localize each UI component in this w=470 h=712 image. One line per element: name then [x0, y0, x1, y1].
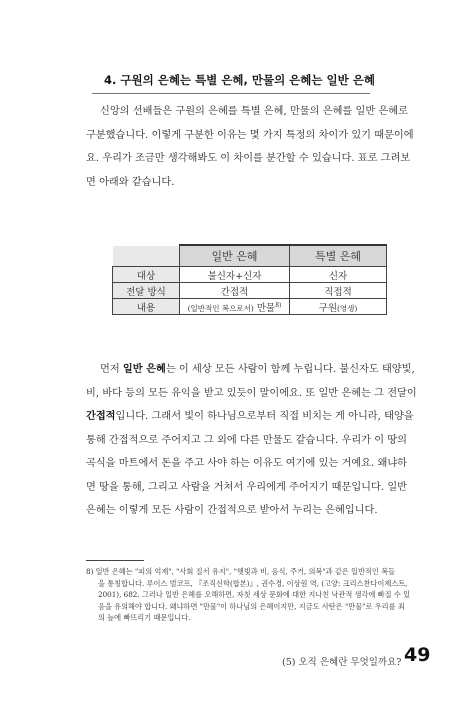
- grace-comparison-table: [112, 244, 387, 315]
- section-heading: 4. 구원의 은혜는 특별 은혜, 만물의 은혜는 일반 은혜: [104, 73, 375, 87]
- table-row: [113, 283, 387, 299]
- text-line: 요. 우리가 조금만 생각해봐도 이 차이를 분간할 수 있습니다. 표로 그려보: [86, 153, 411, 164]
- cell-value: 구원: [318, 302, 337, 314]
- table-row: [113, 267, 387, 283]
- footnote-line: 음을 유의해야 합니다. 왜냐하면 "만물"이 하나님의 은혜이지만, 지금도 사탄은 "만물"로 우리를 죄: [98, 601, 405, 611]
- text-line: 면 아래와 같습니다.: [86, 176, 175, 188]
- footnote-divider: [86, 560, 144, 561]
- row-label: 전달 방식: [113, 283, 180, 299]
- footnote-line: 2001), 682. 그러나 일반 은혜를 오해하면, 자칫 세상 문화에 대한 지나친 낙관적 생각에 빠질 수 있: [98, 590, 411, 599]
- text-span: 입니다. 그래서 빛이 하나님으로부터 직접 비치는 게 아니라, 태양을: [115, 411, 414, 422]
- table-header-row: [113, 245, 387, 267]
- paragraph-general-grace: [86, 358, 426, 523]
- page-number: 49: [404, 644, 431, 666]
- table-cell: 신자: [290, 267, 387, 283]
- text-span: 는 이 세상 모든 사람이 함께 누립니다. 불신자도 태양빛,: [165, 364, 415, 375]
- column-header-special: 특별 은혜: [290, 245, 387, 267]
- text-line: 비, 바다 등의 모든 유익을 받고 있듯이 말이에요. 또 일반 은혜는 그 전달이: [86, 387, 417, 399]
- row-label: 내용: [113, 299, 180, 315]
- footnote-ref: 8): [275, 301, 282, 309]
- paragraph-intro: [86, 100, 426, 194]
- heading-underline: [92, 93, 370, 94]
- text-line: 은혜는 이렇게 모든 사람이 간접적으로 받아서 누리는 은혜입니다.: [86, 505, 378, 516]
- text-line: [86, 358, 426, 382]
- text-span: 먼저: [100, 364, 123, 375]
- cell-value: 만물: [256, 302, 276, 314]
- footnote-line: 8) 일반 은혜는 "피의 억제", "사회 질서 유지", "햇빛과 비, 음식, 주거, 의복"과 같은 일반적인 복들: [86, 567, 395, 576]
- highlight-term: 일반 은혜: [122, 364, 166, 375]
- cell-note: (영생): [337, 303, 358, 313]
- text-line: 면 땅을 통해, 그리고 사람을 거쳐서 우리에게 주어지기 때문입니다. 일반: [86, 481, 408, 493]
- table-cell: 직접적: [290, 283, 387, 299]
- footnote: [86, 566, 428, 624]
- highlight-term: 간접적: [86, 411, 116, 422]
- text-line: 곡식을 마트에서 돈을 주고 사야 하는 이유도 여기에 있는 거예요. 왜냐하: [86, 458, 408, 469]
- footnote-line: 을 통칭합니다. 루이스 벌코프, 『조직신학(합본)』, 권수경, 이상원 역, (고양: 크리스찬다이제스트,: [98, 578, 408, 588]
- text-line: 통해 간접적으로 주어지고 그 외에 다른 만물도 같습니다. 우리가 이 땅의: [86, 434, 408, 446]
- text-line: 구분했습니다. 이렇게 구분한 이유는 몇 가지 특정의 차이가 있기 때문이에: [86, 129, 414, 141]
- footnote-line: 의 늪에 빠뜨리기 때문입니다.: [98, 613, 191, 622]
- table-cell: [290, 299, 387, 315]
- table-corner-cell: [113, 245, 180, 267]
- text-line: 신앙의 선배들은 구원의 은혜를 특별 은혜, 만물의 은혜를 일반 은혜로: [100, 106, 408, 117]
- row-label: 대상: [113, 267, 180, 283]
- text-line: [86, 405, 426, 429]
- cell-note: (일반적인 복으로서): [187, 303, 254, 313]
- table-cell: [180, 299, 290, 315]
- running-footer: (5) 오직 은혜란 무엇일까요?: [282, 657, 402, 668]
- table-cell: 간접적: [180, 283, 290, 299]
- table-cell: 불신자+신자: [180, 267, 290, 283]
- column-header-general: 일반 은혜: [180, 245, 290, 267]
- table-row: [113, 299, 387, 315]
